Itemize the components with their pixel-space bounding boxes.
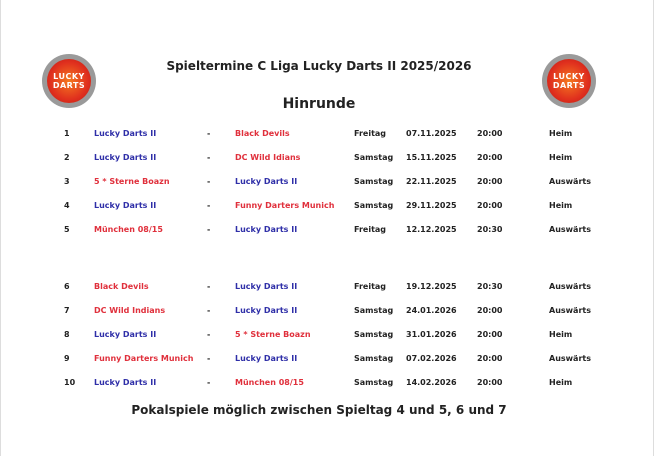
match-sep: - bbox=[207, 177, 211, 186]
match-time: 20:00 bbox=[477, 129, 503, 138]
match-nr: 3 bbox=[64, 177, 70, 186]
match-nr: 10 bbox=[64, 378, 76, 387]
match-home: 5 * Sterne Boazn bbox=[94, 177, 170, 186]
match-away: 5 * Sterne Boazn bbox=[235, 330, 311, 339]
match-home: Lucky Darts II bbox=[94, 129, 157, 138]
match-away: Lucky Darts II bbox=[235, 225, 298, 234]
match-day: Freitag bbox=[354, 282, 387, 291]
match-time: 20:00 bbox=[477, 354, 503, 363]
match-nr: 1 bbox=[64, 129, 70, 138]
match-row bbox=[1, 225, 654, 239]
lucky-darts-logo-right: LUCKY DARTS bbox=[542, 54, 596, 108]
match-row bbox=[1, 201, 654, 215]
match-date: 12.12.2025 bbox=[406, 225, 457, 234]
match-home: Lucky Darts II bbox=[94, 201, 157, 210]
match-sep: - bbox=[207, 201, 211, 210]
match-time: 20:00 bbox=[477, 177, 503, 186]
match-home: München 08/15 bbox=[94, 225, 163, 234]
page-title: Spieltermine C Liga Lucky Darts II 2025/2026 bbox=[166, 59, 472, 73]
match-date: 07.11.2025 bbox=[406, 129, 457, 138]
section-title: Hinrunde bbox=[282, 96, 356, 112]
match-date: 07.02.2026 bbox=[406, 354, 457, 363]
match-day: Samstag bbox=[354, 153, 394, 162]
match-away: Lucky Darts II bbox=[235, 354, 298, 363]
match-nr: 7 bbox=[64, 306, 70, 315]
match-row bbox=[1, 177, 654, 191]
match-nr: 5 bbox=[64, 225, 70, 234]
match-date: 31.01.2026 bbox=[406, 330, 457, 339]
match-day: Samstag bbox=[354, 201, 394, 210]
match-away: Lucky Darts II bbox=[235, 282, 298, 291]
match-row bbox=[1, 282, 654, 296]
match-day: Samstag bbox=[354, 330, 394, 339]
match-venue: Auswärts bbox=[549, 177, 591, 186]
match-date: 14.02.2026 bbox=[406, 378, 457, 387]
match-day: Freitag bbox=[354, 225, 387, 234]
match-home: Black Devils bbox=[94, 282, 149, 291]
match-away: Funny Darters Munich bbox=[235, 201, 335, 210]
match-home: Lucky Darts II bbox=[94, 330, 157, 339]
match-date: 22.11.2025 bbox=[406, 177, 457, 186]
match-row bbox=[1, 153, 654, 167]
match-row bbox=[1, 378, 654, 392]
match-nr: 8 bbox=[64, 330, 70, 339]
match-sep: - bbox=[207, 282, 211, 291]
match-time: 20:30 bbox=[477, 282, 503, 291]
match-time: 20:00 bbox=[477, 201, 503, 210]
match-venue: Auswärts bbox=[549, 306, 591, 315]
match-away: Lucky Darts II bbox=[235, 177, 298, 186]
match-home: Lucky Darts II bbox=[94, 153, 157, 162]
match-sep: - bbox=[207, 378, 211, 387]
match-sep: - bbox=[207, 354, 211, 363]
match-date: 24.01.2026 bbox=[406, 306, 457, 315]
match-row bbox=[1, 129, 654, 143]
match-home: Lucky Darts II bbox=[94, 378, 157, 387]
match-row bbox=[1, 354, 654, 368]
match-venue: Auswärts bbox=[549, 225, 591, 234]
match-row bbox=[1, 306, 654, 320]
match-away: Lucky Darts II bbox=[235, 306, 298, 315]
match-day: Freitag bbox=[354, 129, 387, 138]
match-date: 15.11.2025 bbox=[406, 153, 457, 162]
match-venue: Auswärts bbox=[549, 354, 591, 363]
match-day: Samstag bbox=[354, 177, 394, 186]
match-home: Funny Darters Munich bbox=[94, 354, 194, 363]
match-nr: 9 bbox=[64, 354, 70, 363]
match-sep: - bbox=[207, 129, 211, 138]
match-day: Samstag bbox=[354, 306, 394, 315]
match-nr: 4 bbox=[64, 201, 70, 210]
match-sep: - bbox=[207, 330, 211, 339]
match-date: 19.12.2025 bbox=[406, 282, 457, 291]
match-time: 20:00 bbox=[477, 330, 503, 339]
match-venue: Heim bbox=[549, 153, 573, 162]
match-venue: Heim bbox=[549, 201, 573, 210]
match-home: DC Wild Indians bbox=[94, 306, 166, 315]
match-venue: Heim bbox=[549, 378, 573, 387]
match-venue: Heim bbox=[549, 129, 573, 138]
match-away: Black Devils bbox=[235, 129, 290, 138]
match-sep: - bbox=[207, 225, 211, 234]
match-away: München 08/15 bbox=[235, 378, 304, 387]
match-time: 20:00 bbox=[477, 378, 503, 387]
footer-note: Pokalspiele möglich zwischen Spieltag 4 und 5, 6 und 7 bbox=[131, 403, 507, 417]
match-time: 20:30 bbox=[477, 225, 503, 234]
match-day: Samstag bbox=[354, 378, 394, 387]
match-venue: Heim bbox=[549, 330, 573, 339]
match-time: 20:00 bbox=[477, 306, 503, 315]
match-date: 29.11.2025 bbox=[406, 201, 457, 210]
match-row bbox=[1, 330, 654, 344]
match-nr: 2 bbox=[64, 153, 70, 162]
match-nr: 6 bbox=[64, 282, 70, 291]
match-sep: - bbox=[207, 153, 211, 162]
match-venue: Auswärts bbox=[549, 282, 591, 291]
match-time: 20:00 bbox=[477, 153, 503, 162]
match-sep: - bbox=[207, 306, 211, 315]
lucky-darts-logo-left: LUCKY DARTS bbox=[42, 54, 96, 108]
match-away: DC Wild Idians bbox=[235, 153, 301, 162]
match-day: Samstag bbox=[354, 354, 394, 363]
